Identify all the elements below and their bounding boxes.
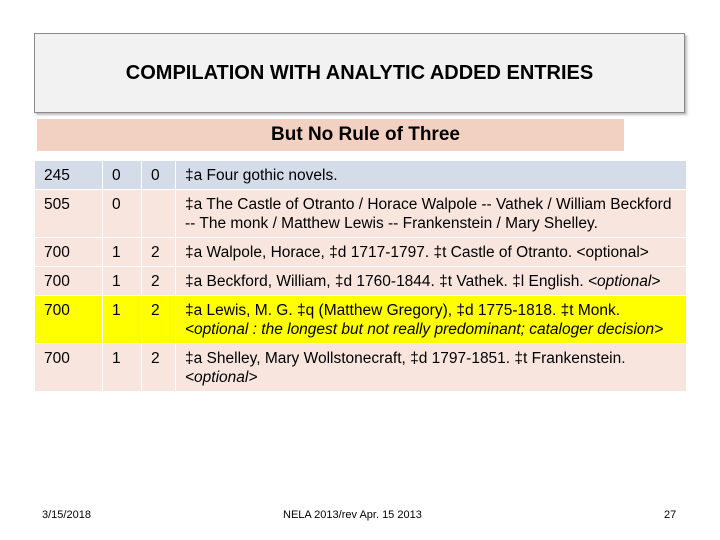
table-row bbox=[35, 267, 687, 296]
marc-tag: 700 bbox=[35, 267, 103, 296]
field-text bbox=[176, 161, 687, 190]
marc-record-table bbox=[34, 160, 687, 392]
marc-tag: 700 bbox=[35, 238, 103, 267]
marc-tag: 505 bbox=[35, 190, 103, 238]
indicator-2: 0 bbox=[142, 161, 176, 190]
field-text bbox=[176, 190, 687, 238]
page-number: 27 bbox=[664, 509, 677, 521]
indicator-1: 1 bbox=[103, 267, 142, 296]
field-text bbox=[176, 267, 687, 296]
footer-center-text: NELA 2013/rev Apr. 15 2013 bbox=[283, 509, 422, 521]
table-row bbox=[35, 344, 687, 392]
indicator-2: 2 bbox=[142, 267, 176, 296]
slide-title: COMPILATION WITH ANALYTIC ADDED ENTRIES bbox=[125, 61, 594, 84]
table-row bbox=[35, 238, 687, 267]
marc-tag: 700 bbox=[35, 344, 103, 392]
indicator-1: 0 bbox=[103, 161, 142, 190]
indicator-1: 1 bbox=[103, 344, 142, 392]
slide-title-box bbox=[34, 33, 685, 113]
field-content: ‡a Shelley, Mary Wollstonecraft, ‡d 1797-1851. ‡t Frankenstein. bbox=[185, 350, 626, 367]
table-row bbox=[35, 190, 687, 238]
field-content: ‡a Four gothic novels. bbox=[185, 167, 338, 184]
indicator-2: 2 bbox=[142, 296, 176, 344]
field-content: ‡a Walpole, Horace, ‡d 1717-1797. ‡t Castle of Otranto. <optional> bbox=[185, 244, 649, 261]
marc-tag: 245 bbox=[35, 161, 103, 190]
indicator-2: 2 bbox=[142, 238, 176, 267]
optional-note: <optional> bbox=[185, 369, 258, 386]
indicator-1: 1 bbox=[103, 296, 142, 344]
field-text bbox=[176, 238, 687, 267]
optional-note: <optional : the longest but not really predominant; cataloger decision> bbox=[185, 321, 664, 338]
table-row bbox=[35, 161, 687, 190]
subtitle: But No Rule of Three bbox=[271, 124, 460, 145]
field-content: ‡a Beckford, William, ‡d 1760-1844. ‡t Vathek. ‡l English. bbox=[185, 273, 588, 290]
field-content: ‡a Lewis, M. G. ‡q (Matthew Gregory), ‡d 1775-1818. ‡t Monk. bbox=[185, 302, 621, 319]
footer-date: 3/15/2018 bbox=[42, 509, 91, 521]
optional-note: <optional> bbox=[587, 273, 661, 290]
indicator-2: 2 bbox=[142, 344, 176, 392]
marc-tag: 700 bbox=[35, 296, 103, 344]
field-text bbox=[176, 344, 687, 392]
subtitle-bar bbox=[37, 119, 624, 151]
indicator-1: 0 bbox=[103, 190, 142, 238]
field-text bbox=[176, 296, 687, 344]
indicator-1: 1 bbox=[103, 238, 142, 267]
table-row bbox=[35, 296, 687, 344]
indicator-2 bbox=[142, 190, 176, 238]
field-content: ‡a The Castle of Otranto / Horace Walpole -- Vathek / William Beckford -- The monk / Matthew Lewis -- Frankenstein / Mary Shelley. bbox=[185, 196, 672, 232]
